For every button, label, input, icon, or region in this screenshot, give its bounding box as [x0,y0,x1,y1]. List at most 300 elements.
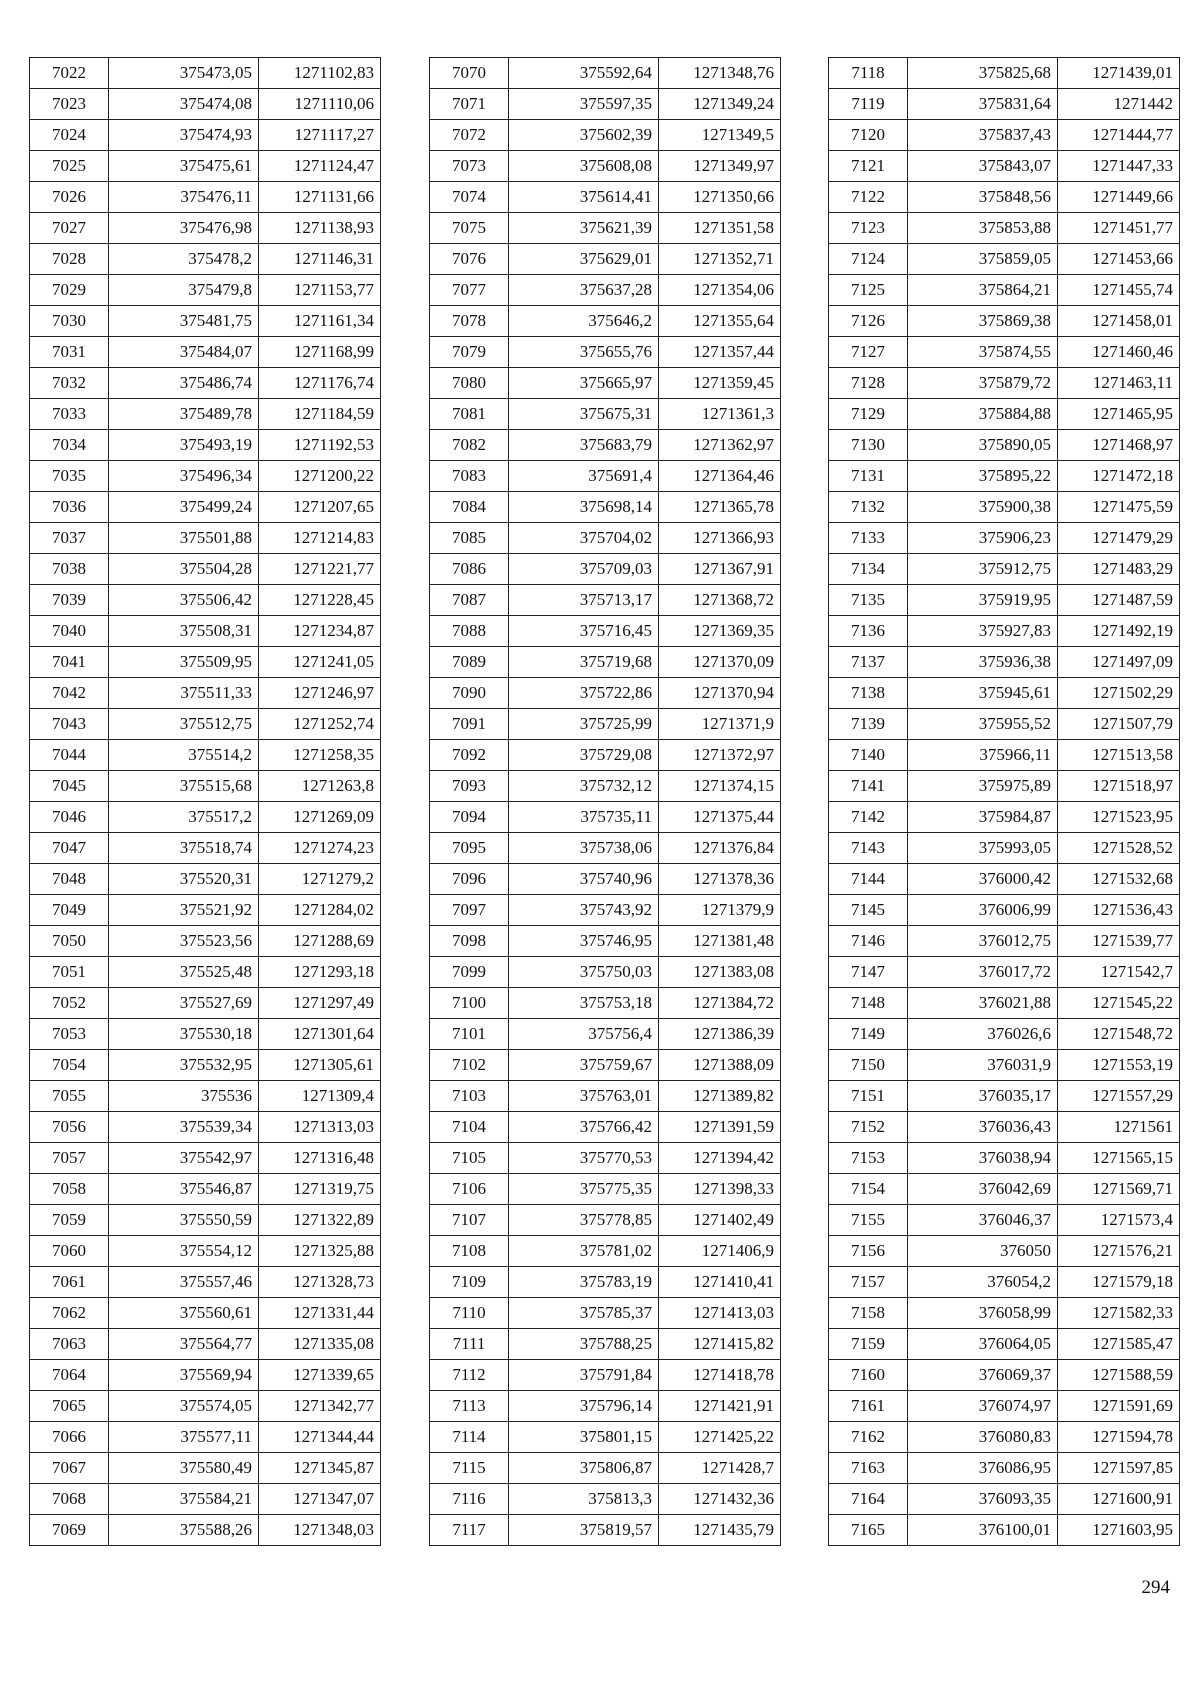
page-number: 294 [1141,1577,1170,1598]
table-row [430,740,781,771]
x-coordinate-cell: 375775,35 [509,1174,659,1205]
y-coordinate-cell: 1271263,8 [259,771,381,802]
point-id-cell: 7035 [30,461,109,492]
table-row [430,616,781,647]
table-row [829,461,1180,492]
point-id-cell: 7033 [30,399,109,430]
x-coordinate-cell: 376021,88 [908,988,1058,1019]
x-coordinate-cell: 376069,37 [908,1360,1058,1391]
table-row [430,1484,781,1515]
y-coordinate-cell: 1271444,77 [1058,120,1180,151]
y-coordinate-cell: 1271569,71 [1058,1174,1180,1205]
point-id-cell: 7098 [430,926,509,957]
x-coordinate-cell: 375906,23 [908,523,1058,554]
point-id-cell: 7156 [829,1236,908,1267]
x-coordinate-cell: 375729,08 [509,740,659,771]
x-coordinate-cell: 375796,14 [509,1391,659,1422]
x-coordinate-cell: 375580,49 [109,1453,259,1484]
x-coordinate-cell: 375675,31 [509,399,659,430]
table-row [30,1050,381,1081]
point-id-cell: 7096 [430,864,509,895]
y-coordinate-cell: 1271479,29 [1058,523,1180,554]
point-id-cell: 7141 [829,771,908,802]
point-id-cell: 7062 [30,1298,109,1329]
y-coordinate-cell: 1271319,75 [259,1174,381,1205]
x-coordinate-cell: 375735,11 [509,802,659,833]
table-row [30,1019,381,1050]
x-coordinate-cell: 375725,99 [509,709,659,740]
y-coordinate-cell: 1271379,9 [659,895,781,926]
y-coordinate-cell: 1271352,71 [659,244,781,275]
y-coordinate-cell: 1271342,77 [259,1391,381,1422]
y-coordinate-cell: 1271487,59 [1058,585,1180,616]
table-row [430,1329,781,1360]
table-row [30,802,381,833]
y-coordinate-cell: 1271603,95 [1058,1515,1180,1546]
x-coordinate-cell: 375895,22 [908,461,1058,492]
y-coordinate-cell: 1271351,58 [659,213,781,244]
table-row [430,399,781,430]
point-id-cell: 7121 [829,151,908,182]
x-coordinate-cell: 375665,97 [509,368,659,399]
table-row [829,1391,1180,1422]
x-coordinate-cell: 375474,08 [109,89,259,120]
x-coordinate-cell: 376031,9 [908,1050,1058,1081]
point-id-cell: 7118 [829,58,908,89]
y-coordinate-cell: 1271453,66 [1058,244,1180,275]
point-id-cell: 7071 [430,89,509,120]
table-row [829,957,1180,988]
y-coordinate-cell: 1271200,22 [259,461,381,492]
point-id-cell: 7146 [829,926,908,957]
point-id-cell: 7126 [829,306,908,337]
point-id-cell: 7048 [30,864,109,895]
table-row [829,1081,1180,1112]
x-coordinate-cell: 375743,92 [509,895,659,926]
point-id-cell: 7109 [430,1267,509,1298]
table-row [829,523,1180,554]
point-id-cell: 7027 [30,213,109,244]
x-coordinate-cell: 375489,78 [109,399,259,430]
x-coordinate-cell: 375975,89 [908,771,1058,802]
point-id-cell: 7047 [30,833,109,864]
point-id-cell: 7148 [829,988,908,1019]
x-coordinate-cell: 375608,08 [509,151,659,182]
x-coordinate-cell: 376035,17 [908,1081,1058,1112]
table-row [30,492,381,523]
y-coordinate-cell: 1271301,64 [259,1019,381,1050]
point-id-cell: 7073 [430,151,509,182]
point-id-cell: 7122 [829,182,908,213]
point-id-cell: 7046 [30,802,109,833]
y-coordinate-cell: 1271309,4 [259,1081,381,1112]
point-id-cell: 7123 [829,213,908,244]
table-row [430,1050,781,1081]
table-row [430,1236,781,1267]
point-id-cell: 7127 [829,337,908,368]
table-row [829,244,1180,275]
point-id-cell: 7115 [430,1453,509,1484]
x-coordinate-cell: 375704,02 [509,523,659,554]
point-id-cell: 7151 [829,1081,908,1112]
table-row [430,213,781,244]
x-coordinate-cell: 375614,41 [509,182,659,213]
x-coordinate-cell: 375766,42 [509,1112,659,1143]
table-row [829,1267,1180,1298]
point-id-cell: 7135 [829,585,908,616]
x-coordinate-cell: 376046,37 [908,1205,1058,1236]
table-row [829,647,1180,678]
x-coordinate-cell: 375716,45 [509,616,659,647]
table-row [829,430,1180,461]
y-coordinate-cell: 1271573,4 [1058,1205,1180,1236]
x-coordinate-cell: 375788,25 [509,1329,659,1360]
y-coordinate-cell: 1271497,09 [1058,647,1180,678]
table-row [430,709,781,740]
table-row [430,461,781,492]
table-row [430,1267,781,1298]
table-row [829,275,1180,306]
y-coordinate-cell: 1271348,03 [259,1515,381,1546]
y-coordinate-cell: 1271597,85 [1058,1453,1180,1484]
point-id-cell: 7139 [829,709,908,740]
table-row [430,833,781,864]
table-row [30,864,381,895]
table-row [829,1019,1180,1050]
point-id-cell: 7144 [829,864,908,895]
table-row [829,120,1180,151]
table-row [430,1112,781,1143]
y-coordinate-cell: 1271536,43 [1058,895,1180,926]
x-coordinate-cell: 375508,31 [109,616,259,647]
point-id-cell: 7052 [30,988,109,1019]
point-id-cell: 7083 [430,461,509,492]
point-id-cell: 7095 [430,833,509,864]
x-coordinate-cell: 375584,21 [109,1484,259,1515]
x-coordinate-cell: 375527,69 [109,988,259,1019]
x-coordinate-cell: 375588,26 [109,1515,259,1546]
table-row [829,182,1180,213]
table-row [30,1174,381,1205]
y-coordinate-cell: 1271258,35 [259,740,381,771]
x-coordinate-cell: 375770,53 [509,1143,659,1174]
point-id-cell: 7103 [430,1081,509,1112]
point-id-cell: 7054 [30,1050,109,1081]
y-coordinate-cell: 1271451,77 [1058,213,1180,244]
x-coordinate-cell: 375621,39 [509,213,659,244]
y-coordinate-cell: 1271439,01 [1058,58,1180,89]
y-coordinate-cell: 1271518,97 [1058,771,1180,802]
point-id-cell: 7045 [30,771,109,802]
y-coordinate-cell: 1271359,45 [659,368,781,399]
table-row [430,120,781,151]
table-row [30,182,381,213]
y-coordinate-cell: 1271483,29 [1058,554,1180,585]
point-id-cell: 7078 [430,306,509,337]
table-row [829,678,1180,709]
x-coordinate-cell: 375912,75 [908,554,1058,585]
table-row [30,833,381,864]
x-coordinate-cell: 375874,55 [908,337,1058,368]
table-row [30,616,381,647]
point-id-cell: 7058 [30,1174,109,1205]
table-row [30,1422,381,1453]
table-row [829,1298,1180,1329]
point-id-cell: 7072 [430,120,509,151]
point-id-cell: 7067 [30,1453,109,1484]
x-coordinate-cell: 375479,8 [109,275,259,306]
point-id-cell: 7161 [829,1391,908,1422]
table-row [430,585,781,616]
point-id-cell: 7101 [430,1019,509,1050]
table-row [430,89,781,120]
x-coordinate-cell: 376093,35 [908,1484,1058,1515]
x-coordinate-cell: 375853,88 [908,213,1058,244]
x-coordinate-cell: 375560,61 [109,1298,259,1329]
x-coordinate-cell: 375890,05 [908,430,1058,461]
y-coordinate-cell: 1271241,05 [259,647,381,678]
table-row [829,368,1180,399]
y-coordinate-cell: 1271475,59 [1058,492,1180,523]
x-coordinate-cell: 375919,95 [908,585,1058,616]
table-row [430,1391,781,1422]
y-coordinate-cell: 1271228,45 [259,585,381,616]
point-id-cell: 7063 [30,1329,109,1360]
y-coordinate-cell: 1271345,87 [259,1453,381,1484]
table-row [30,430,381,461]
point-id-cell: 7030 [30,306,109,337]
y-coordinate-cell: 1271458,01 [1058,306,1180,337]
x-coordinate-cell: 375557,46 [109,1267,259,1298]
x-coordinate-cell: 375536 [109,1081,259,1112]
point-id-cell: 7025 [30,151,109,182]
y-coordinate-cell: 1271361,3 [659,399,781,430]
table-row [30,1236,381,1267]
table-row [30,647,381,678]
x-coordinate-cell: 375884,88 [908,399,1058,430]
y-coordinate-cell: 1271553,19 [1058,1050,1180,1081]
x-coordinate-cell: 375900,38 [908,492,1058,523]
x-coordinate-cell: 375597,35 [509,89,659,120]
y-coordinate-cell: 1271557,29 [1058,1081,1180,1112]
x-coordinate-cell: 375517,2 [109,802,259,833]
point-id-cell: 7107 [430,1205,509,1236]
x-coordinate-cell: 375655,76 [509,337,659,368]
y-coordinate-cell: 1271284,02 [259,895,381,926]
table-row [30,1484,381,1515]
table-row [30,895,381,926]
table-row [30,926,381,957]
table-row [430,182,781,213]
x-coordinate-cell: 375514,2 [109,740,259,771]
point-id-cell: 7143 [829,833,908,864]
x-coordinate-cell: 375732,12 [509,771,659,802]
point-id-cell: 7136 [829,616,908,647]
x-coordinate-cell: 375546,87 [109,1174,259,1205]
y-coordinate-cell: 1271339,65 [259,1360,381,1391]
y-coordinate-cell: 1271313,03 [259,1112,381,1143]
x-coordinate-cell: 375864,21 [908,275,1058,306]
y-coordinate-cell: 1271588,59 [1058,1360,1180,1391]
y-coordinate-cell: 1271548,72 [1058,1019,1180,1050]
x-coordinate-cell: 375801,15 [509,1422,659,1453]
y-coordinate-cell: 1271582,33 [1058,1298,1180,1329]
x-coordinate-cell: 375646,2 [509,306,659,337]
point-id-cell: 7034 [30,430,109,461]
point-id-cell: 7164 [829,1484,908,1515]
table-row [430,1298,781,1329]
point-id-cell: 7089 [430,647,509,678]
y-coordinate-cell: 1271288,69 [259,926,381,957]
point-id-cell: 7159 [829,1329,908,1360]
table-row [430,554,781,585]
y-coordinate-cell: 1271472,18 [1058,461,1180,492]
point-id-cell: 7087 [430,585,509,616]
point-id-cell: 7097 [430,895,509,926]
y-coordinate-cell: 1271468,97 [1058,430,1180,461]
point-id-cell: 7125 [829,275,908,306]
y-coordinate-cell: 1271349,5 [659,120,781,151]
x-coordinate-cell: 376100,01 [908,1515,1058,1546]
x-coordinate-cell: 375806,87 [509,1453,659,1484]
y-coordinate-cell: 1271410,41 [659,1267,781,1298]
x-coordinate-cell: 375837,43 [908,120,1058,151]
y-coordinate-cell: 1271502,29 [1058,678,1180,709]
table-row [430,988,781,1019]
table-row [829,1453,1180,1484]
point-id-cell: 7050 [30,926,109,957]
x-coordinate-cell: 375473,05 [109,58,259,89]
point-id-cell: 7158 [829,1298,908,1329]
x-coordinate-cell: 375521,92 [109,895,259,926]
table-row [30,151,381,182]
x-coordinate-cell: 375955,52 [908,709,1058,740]
table-row [430,244,781,275]
x-coordinate-cell: 375879,72 [908,368,1058,399]
point-id-cell: 7124 [829,244,908,275]
x-coordinate-cell: 375504,28 [109,554,259,585]
table-row [430,492,781,523]
x-coordinate-cell: 375550,59 [109,1205,259,1236]
x-coordinate-cell: 375848,56 [908,182,1058,213]
x-coordinate-cell: 375936,38 [908,647,1058,678]
point-id-cell: 7031 [30,337,109,368]
table-row [30,275,381,306]
point-id-cell: 7140 [829,740,908,771]
point-id-cell: 7028 [30,244,109,275]
y-coordinate-cell: 1271246,97 [259,678,381,709]
x-coordinate-cell: 376050 [908,1236,1058,1267]
y-coordinate-cell: 1271214,83 [259,523,381,554]
table-row [829,1205,1180,1236]
table-row [30,244,381,275]
table-row [829,833,1180,864]
table-row [829,554,1180,585]
x-coordinate-cell: 375831,64 [908,89,1058,120]
coordinate-table-2 [429,57,781,1546]
point-id-cell: 7044 [30,740,109,771]
point-id-cell: 7041 [30,647,109,678]
point-id-cell: 7111 [430,1329,509,1360]
table-row [30,523,381,554]
table-row [430,647,781,678]
table-row [30,1515,381,1546]
point-id-cell: 7053 [30,1019,109,1050]
y-coordinate-cell: 1271184,59 [259,399,381,430]
table-row [30,213,381,244]
y-coordinate-cell: 1271425,22 [659,1422,781,1453]
y-coordinate-cell: 1271192,53 [259,430,381,461]
point-id-cell: 7077 [430,275,509,306]
y-coordinate-cell: 1271369,35 [659,616,781,647]
y-coordinate-cell: 1271153,77 [259,275,381,306]
y-coordinate-cell: 1271316,48 [259,1143,381,1174]
point-id-cell: 7086 [430,554,509,585]
point-id-cell: 7085 [430,523,509,554]
table-row [30,1112,381,1143]
table-row [430,802,781,833]
x-coordinate-cell: 375753,18 [509,988,659,1019]
x-coordinate-cell: 376054,2 [908,1267,1058,1298]
y-coordinate-cell: 1271368,72 [659,585,781,616]
x-coordinate-cell: 375691,4 [509,461,659,492]
point-id-cell: 7102 [430,1050,509,1081]
table-row [829,1050,1180,1081]
table-row [829,802,1180,833]
point-id-cell: 7039 [30,585,109,616]
point-id-cell: 7114 [430,1422,509,1453]
point-id-cell: 7023 [30,89,109,120]
x-coordinate-cell: 375554,12 [109,1236,259,1267]
x-coordinate-cell: 375719,68 [509,647,659,678]
point-id-cell: 7029 [30,275,109,306]
y-coordinate-cell: 1271389,82 [659,1081,781,1112]
table-row [30,306,381,337]
y-coordinate-cell: 1271449,66 [1058,182,1180,213]
x-coordinate-cell: 375518,74 [109,833,259,864]
y-coordinate-cell: 1271418,78 [659,1360,781,1391]
point-id-cell: 7074 [430,182,509,213]
table-row [430,1019,781,1050]
point-id-cell: 7134 [829,554,908,585]
table-row [430,678,781,709]
y-coordinate-cell: 1271176,74 [259,368,381,399]
table-row [30,58,381,89]
table-row [430,368,781,399]
table-row [30,957,381,988]
x-coordinate-cell: 375629,01 [509,244,659,275]
x-coordinate-cell: 376080,83 [908,1422,1058,1453]
x-coordinate-cell: 375825,68 [908,58,1058,89]
table-row [829,864,1180,895]
x-coordinate-cell: 375574,05 [109,1391,259,1422]
y-coordinate-cell: 1271415,82 [659,1329,781,1360]
coordinate-table-3 [828,57,1180,1546]
x-coordinate-cell: 375698,14 [509,492,659,523]
point-id-cell: 7105 [430,1143,509,1174]
x-coordinate-cell: 375722,86 [509,678,659,709]
coordinate-table-1 [29,57,381,1546]
x-coordinate-cell: 375813,3 [509,1484,659,1515]
point-id-cell: 7055 [30,1081,109,1112]
table-row [829,1112,1180,1143]
x-coordinate-cell: 375564,77 [109,1329,259,1360]
y-coordinate-cell: 1271383,08 [659,957,781,988]
table-row [430,1081,781,1112]
table-row [430,523,781,554]
table-row [430,864,781,895]
point-id-cell: 7080 [430,368,509,399]
